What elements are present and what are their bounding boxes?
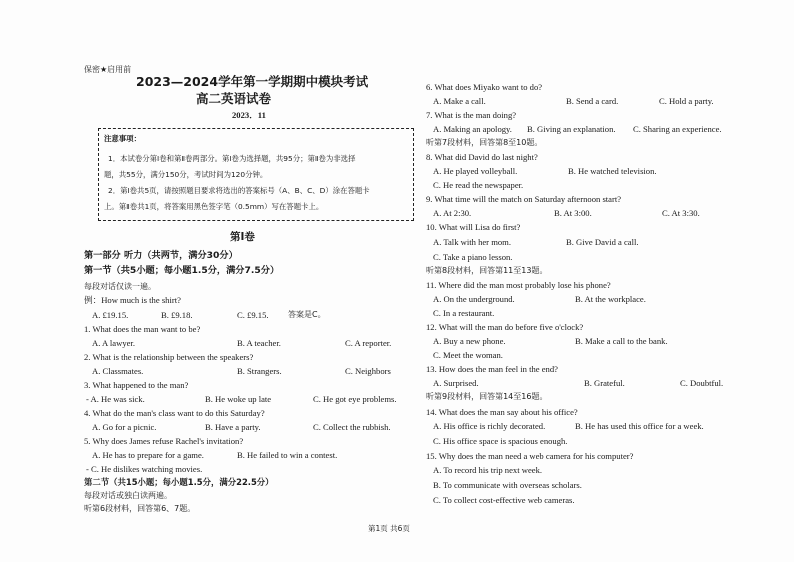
instruction-text: 每段对话仅读一遍。	[84, 282, 156, 291]
option-b: B. He failed to win a contest.	[237, 450, 338, 460]
option-c: C. He got eye problems.	[313, 394, 397, 404]
option-b: B. He watched television.	[568, 166, 657, 176]
example-question: 例：How much is the shirt?	[84, 295, 181, 305]
section-heading: 第二节（共15小题；每小题1.5分，满分22.5分）	[84, 477, 274, 487]
option-b: B. Grateful.	[584, 378, 625, 388]
option-a: A. At 2:30.	[433, 208, 472, 218]
question-text: 15. Why does the man need a web camera for his computer?	[426, 451, 634, 461]
notice-title: 注意事项：	[104, 134, 141, 143]
option-a: A. Making an apology.	[433, 124, 512, 134]
option-c: C. Doubtful.	[680, 378, 724, 388]
instruction-text: 每段对话或独白读两遍。	[84, 491, 172, 500]
listening-instruction: 听第8段材料，回答第11至13题。	[426, 266, 548, 275]
question-text: 1. What does the man want to be?	[84, 324, 201, 334]
option-a: A. Make a call.	[433, 96, 486, 106]
question-text: 7. What is the man doing?	[426, 110, 517, 120]
option-b: B. Strangers.	[237, 366, 282, 376]
option-a: A. Classmates.	[92, 366, 144, 376]
listening-instruction: 听第7段材料，回答第8至10题。	[426, 138, 543, 147]
exam-subtitle: 高二英语试卷	[196, 91, 272, 106]
option-c: C. Take a piano lesson.	[433, 252, 513, 262]
option-b: B. He has used this office for a week.	[575, 421, 704, 431]
option-c: C. In a restaurant.	[433, 308, 495, 318]
question-text: 13. How does the man feel in the end?	[426, 364, 558, 374]
option-c: C. He read the newspaper.	[433, 180, 524, 190]
question-text: 11. Where did the man most probably lose his phone?	[426, 280, 611, 290]
option-c: C. His office space is spacious enough.	[433, 436, 568, 446]
option-b: B. Send a card.	[566, 96, 619, 106]
question-text: 4. What do the man's class want to do this Saturday?	[84, 408, 265, 418]
option-a: A. Go for a picnic.	[92, 422, 157, 432]
notice-line: 1．本试卷分第Ⅰ卷和第Ⅱ卷两部分。第Ⅰ卷为选择题，共95分；第Ⅱ卷为非选择	[108, 154, 356, 163]
example-option: C. £9.15.	[237, 310, 269, 320]
option-b: B. At 3:00.	[554, 208, 592, 218]
option-c: C. Sharing an experience.	[633, 124, 722, 134]
question-text: 12. What will the man do before five o'clock?	[426, 322, 584, 332]
option-c: - C. He dislikes watching movies.	[86, 464, 203, 474]
option-a: A. A lawyer.	[92, 338, 135, 348]
listening-instruction: 听第6段材料，回答第6、7题。	[84, 504, 196, 513]
option-c: C. Hold a party.	[659, 96, 714, 106]
volume-label: 第Ⅰ卷	[230, 231, 255, 243]
question-text: 3. What happened to the man?	[84, 380, 189, 390]
option-b: B. To communicate with overseas scholars.	[433, 480, 582, 490]
option-a: A. Buy a new phone.	[433, 336, 506, 346]
exam-title: 2023—2024学年第一学期期中模块考试	[136, 74, 369, 89]
option-c: C. At 3:30.	[662, 208, 700, 218]
question-text: 2. What is the relationship between the speakers?	[84, 352, 254, 362]
option-a: - A. He was sick.	[86, 394, 145, 404]
option-b: B. A teacher.	[237, 338, 281, 348]
option-b: B. Giving an explanation.	[527, 124, 616, 134]
example-option: B. £9.18.	[161, 310, 193, 320]
option-a: A. He played volleyball.	[433, 166, 518, 176]
notice-line: 2．第Ⅰ卷共5页，请按照题目要求将选出的答案标号（A、B、C、D）涂在答题卡	[108, 186, 370, 195]
notice-box	[98, 128, 414, 221]
example-answer: 答案是C。	[288, 310, 326, 319]
question-text: 10. What will Lisa do first?	[426, 222, 521, 232]
option-a: A. He has to prepare for a game.	[92, 450, 204, 460]
option-c: C. Neighbors	[345, 366, 391, 376]
listening-instruction: 听第9段材料，回答第14至16题。	[426, 392, 548, 401]
option-b: B. He woke up late	[205, 394, 272, 404]
exam-date: 2023．11	[232, 110, 266, 120]
example-option: A. £19.15.	[92, 310, 129, 320]
question-text: 14. What does the man say about his office?	[426, 407, 578, 417]
question-text: 6. What does Miyako want to do?	[426, 82, 543, 92]
option-b: B. Give David a call.	[566, 237, 639, 247]
option-c: C. Collect the rubbish.	[313, 422, 391, 432]
question-text: 5. Why does James refuse Rachel's invitation?	[84, 436, 244, 446]
option-a: A. His office is richly decorated.	[433, 421, 546, 431]
option-b: B. At the workplace.	[575, 294, 646, 304]
option-c: C. Meet the woman.	[433, 350, 503, 360]
option-a: A. Talk with her mom.	[433, 237, 512, 247]
section-heading: 第一节（共5小题；每小题1.5分，满分7.5分）	[84, 265, 280, 276]
notice-line: 上。第Ⅱ卷共1页，将答案用黑色签字笔（0.5mm）写在答题卡上。	[104, 202, 324, 211]
question-text: 8. What did David do last night?	[426, 152, 538, 162]
page-footer: 第1页 共6页	[368, 524, 410, 533]
confidential-mark: 保密★启用前	[84, 65, 132, 74]
option-a: A. To record his trip next week.	[433, 465, 543, 475]
option-a: A. On the underground.	[433, 294, 515, 304]
option-c: C. To collect cost-effective web cameras.	[433, 495, 575, 505]
part-heading: 第一部分 听力（共两节，满分30分）	[84, 250, 238, 261]
option-b: B. Have a party.	[205, 422, 261, 432]
question-text: 9. What time will the match on Saturday afternoon start?	[426, 194, 622, 204]
option-a: A. Surprised.	[433, 378, 479, 388]
option-c: C. A reporter.	[345, 338, 392, 348]
option-b: B. Make a call to the bank.	[575, 336, 668, 346]
notice-line: 题，共55分，满分150分，考试时间为120分钟。	[104, 170, 268, 179]
